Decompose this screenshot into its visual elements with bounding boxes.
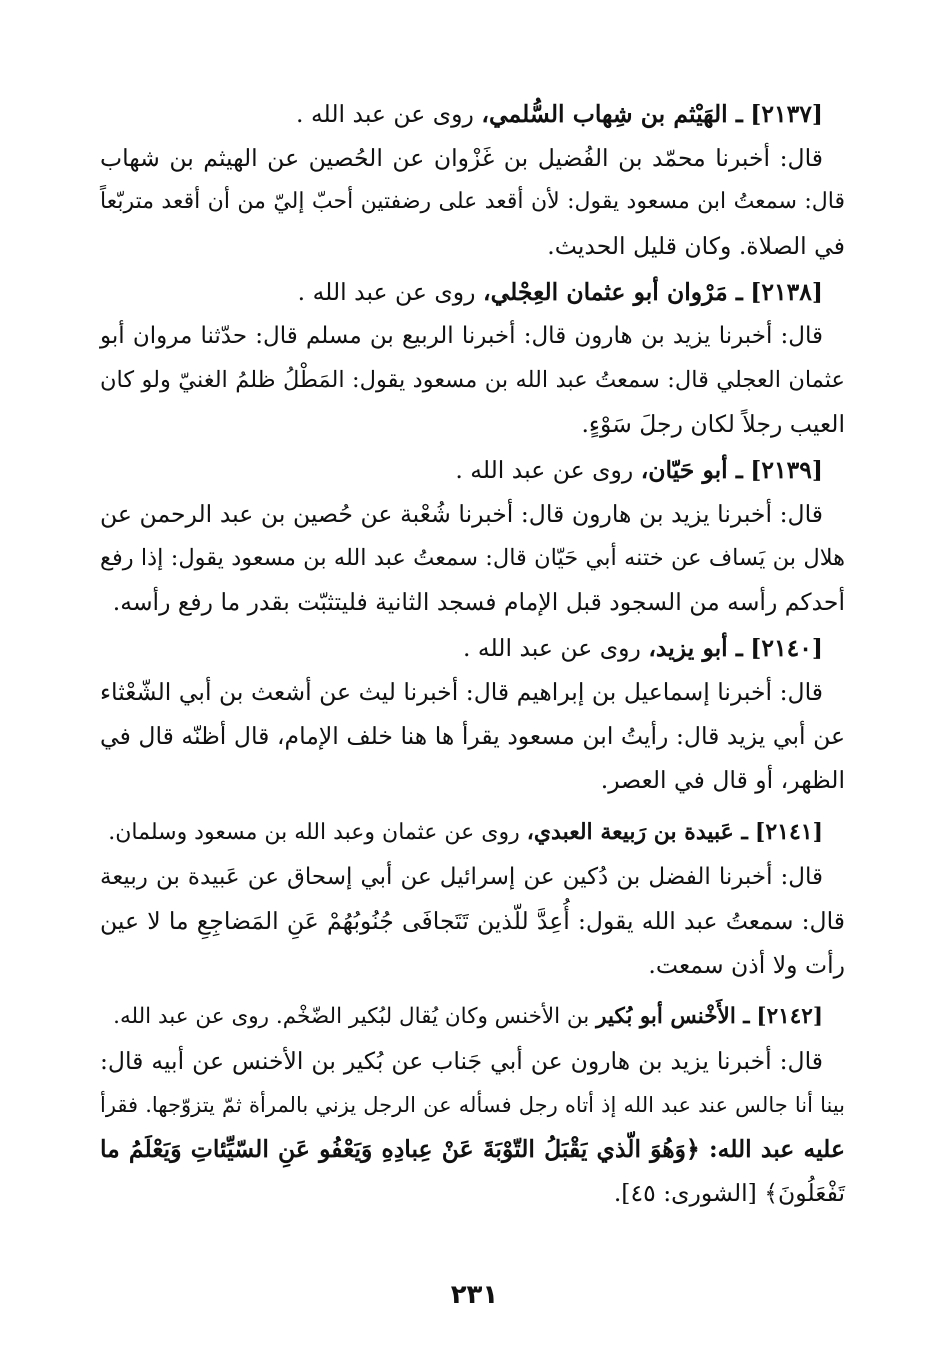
entry-number: [٢١٤٢]	[756, 1004, 823, 1029]
text-line: عثمان العجلي قال: سمعتُ عبد الله بن مسعود يقول: المَطْلُ ظلمُ الغنيّ ولو كان	[100, 367, 845, 393]
text-line: بينا أنا جالس عند عبد الله إذ أتاه رجل فسأله عن الرجل يزني بالمرأة ثمّ يتزوّجها. فقرأ	[100, 1093, 845, 1117]
entry-heading-rest: روى عن عبد الله .	[462, 634, 641, 662]
entry-heading	[100, 995, 845, 1039]
entry-heading-rest: روى عن عبد الله .	[297, 278, 476, 306]
entry-text	[100, 1039, 845, 1215]
text-line: قال: سمعتُ عبد الله يقول: أُعِدَّ للّذين تَتَجافَى جُنُوبُهُمْ عَنِ المَضاجِعِ ما لا عين	[100, 907, 845, 935]
entry-number: [٢١٤٠]	[750, 634, 823, 662]
text-line: قال: أخبرنا يزيد بن هارون قال: أخبرنا الربيع بن مسلم قال: حدّثنا مروان أبو	[100, 323, 823, 349]
entry-heading	[100, 810, 845, 855]
text-line: العيب رجلاً لكان رجلَ سَوْءٍ.	[581, 410, 845, 438]
entry-heading	[100, 92, 845, 136]
entry-text	[100, 492, 845, 624]
page-body	[100, 92, 845, 1215]
text-line: قال: أخبرنا يزيد بن هارون قال: أخبرنا شُعْبة عن حُصين بن عبد الرحمن عن	[100, 500, 823, 528]
entry-name: ـ مَرْوان أبو عثمان العِجْلي،	[482, 278, 743, 306]
quran-verse-line: تَفْعَلُونَ﴾ [الشورى: ٤٥].	[613, 1179, 845, 1207]
text-line: قال: أخبرنا إسماعيل بن إبراهيم قال: أخبرنا ليث عن أشعث بن أبي الشّعْثاء	[100, 678, 823, 706]
entry-number: [٢١٣٩]	[750, 456, 823, 484]
text-line: قال: أخبرنا يزيد بن هارون عن أبي جَناب عن بُكير بن الأخنس عن أبيه قال:	[100, 1047, 823, 1075]
text-line: عن أبي يزيد قال: رأيتُ ابن مسعود يقرأ ها هنا خلف الإمام، قال أظنّه قال في	[100, 722, 845, 750]
page-number: ٢٣١	[450, 1280, 499, 1310]
entry-name: ـ الهَيْثم بن شِهاب السُّلمي،	[481, 100, 743, 128]
entry-heading-rest: روى عن عثمان وعبد الله بن مسعود وسلمان.	[108, 820, 520, 845]
entry-heading	[100, 448, 845, 492]
text-line: في الصلاة. وكان قليل الحديث.	[547, 232, 845, 260]
entry-number: [٢١٣٧]	[750, 100, 823, 128]
text-line: الظهر، أو قال في العصر.	[600, 766, 845, 794]
quran-verse-line: عليه عبد الله: ﴿وَهُوَ الّذي يَقْبَلُ التّوْبَةَ عَنْ عِبادِهِ وَيَعْفُو عَنِ السّيِّئاتِ وَيَعْلَمُ ما	[100, 1135, 845, 1163]
entry-name: ـ الأَخْنس أبو بُكير	[596, 1004, 750, 1029]
entry-text	[100, 136, 845, 268]
text-line: رأت ولا أذن سمعت.	[648, 951, 845, 979]
text-line: قال: أخبرنا الفضل بن دُكين عن إسرائيل عن أبي إسحاق عن عَبيدة بن ربيعة	[100, 864, 823, 890]
entry-number: [٢١٤١]	[754, 819, 823, 845]
entry-heading	[100, 626, 845, 670]
entry-text	[100, 314, 845, 446]
entry-name: ـ أبو حَيّان،	[640, 456, 743, 484]
entry-name: ـ أبو يزيد،	[648, 634, 743, 662]
entry-heading-rest: بن الأخنس وكان يُقال لبُكير الضّخْم. روى عن عبد الله.	[113, 1004, 590, 1029]
entry-name: ـ عَبيدة بن رَبيعة العبدي،	[526, 819, 748, 845]
text-line: قال: سمعتُ ابن مسعود يقول: لأن أقعد على رضفتين أحبّ إليّ من أن أقعد متربّعاً	[100, 189, 845, 214]
entry-heading	[100, 270, 845, 314]
entry-heading-rest: روى عن عبد الله .	[455, 456, 634, 484]
entry-text	[100, 670, 845, 802]
entry-number: [٢١٣٨]	[750, 278, 823, 306]
text-line: قال: أخبرنا محمّد بن الفُضيل بن غَزْوان عن الحُصين عن الهيثم بن شهاب	[100, 144, 823, 172]
text-line: أحدكم رأسه من السجود قبل الإمام فسجد الثانية فليتثبّت بقدر ما رفع رأسه.	[112, 588, 845, 616]
entry-text	[100, 855, 845, 987]
text-line: هلال بن يَساف عن ختنه أبي حَيّان قال: سمعتُ عبد الله بن مسعود يقول: إذا رفع	[100, 545, 845, 571]
entry-heading-rest: روى عن عبد الله .	[296, 100, 474, 128]
